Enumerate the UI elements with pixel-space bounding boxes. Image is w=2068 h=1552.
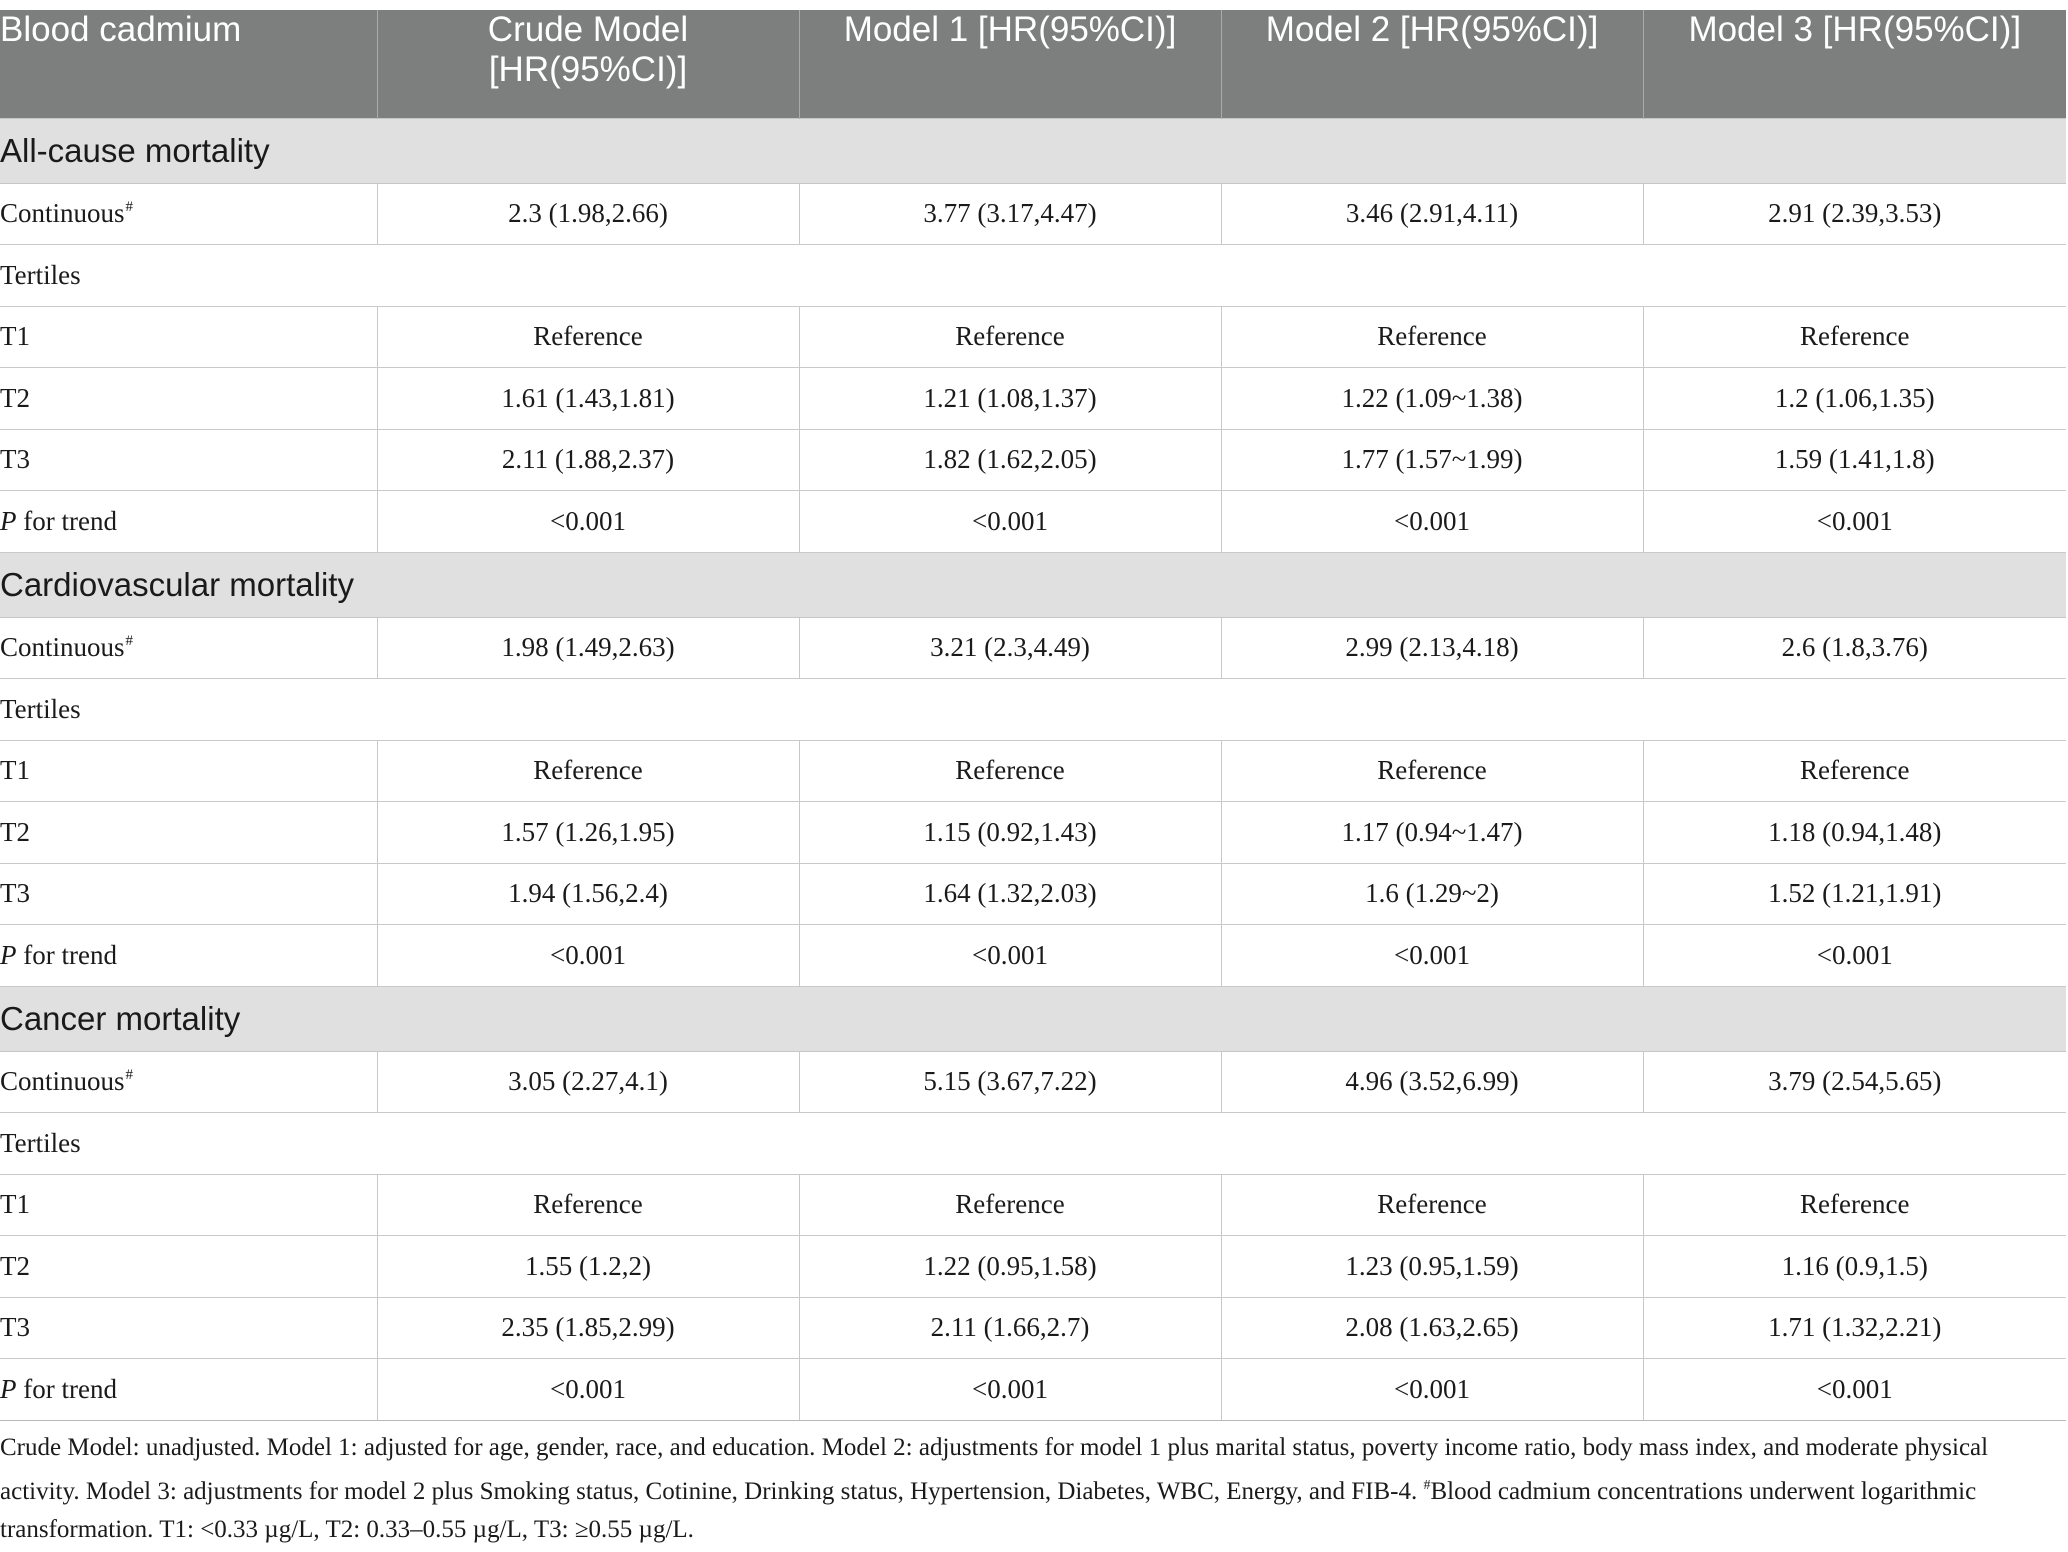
row-label-continuous [0, 617, 377, 679]
row-label-text: Continuous [0, 198, 125, 229]
table-cell: <0.001 [1221, 925, 1643, 987]
table-cell: 1.64 (1.32,2.03) [799, 863, 1221, 925]
header-blood-cadmium: Blood cadmium [0, 10, 377, 118]
table-cell: <0.001 [1221, 1359, 1643, 1421]
row-label-p-trend [0, 925, 377, 987]
header-model-2: Model 2 [HR(95%CI)] [1221, 10, 1643, 118]
table-cell: 1.6 (1.29~2) [1221, 863, 1643, 925]
table-row [0, 1236, 2066, 1298]
table-row [0, 802, 2066, 864]
row-label-tertile: T3 [0, 1297, 377, 1359]
table-cell: Reference [1643, 1174, 2066, 1236]
table-cell: 2.35 (1.85,2.99) [377, 1297, 799, 1359]
table-row [0, 925, 2066, 987]
row-label-continuous [0, 183, 377, 245]
table-cell: <0.001 [799, 925, 1221, 987]
table-cell: Reference [377, 1174, 799, 1236]
table-cell: 1.2 (1.06,1.35) [1643, 368, 2066, 430]
row-label-tertile: T2 [0, 802, 377, 864]
row-label-tertiles: Tertiles [0, 1113, 2066, 1175]
table-row [0, 863, 2066, 925]
table-cell: <0.001 [799, 491, 1221, 553]
section-row [0, 118, 2066, 183]
table-cell: 1.22 (0.95,1.58) [799, 1236, 1221, 1298]
row-label-tertile: T2 [0, 368, 377, 430]
table-cell: 1.22 (1.09~1.38) [1221, 368, 1643, 430]
log-transform-marker: # [125, 199, 134, 216]
table-row [0, 183, 2066, 245]
row-label-tertile: T1 [0, 306, 377, 368]
header-row [0, 10, 2066, 118]
row-label-tertile: T2 [0, 1236, 377, 1298]
table-cell: Reference [799, 1174, 1221, 1236]
table-row [0, 1297, 2066, 1359]
row-label-tertiles: Tertiles [0, 245, 2066, 307]
table-row [0, 306, 2066, 368]
results-table [0, 10, 2066, 1421]
table-cell: Reference [1221, 740, 1643, 802]
table-cell: 3.79 (2.54,5.65) [1643, 1051, 2066, 1113]
table-cell: 1.94 (1.56,2.4) [377, 863, 799, 925]
table-row [0, 1359, 2066, 1421]
table-cell: 1.77 (1.57~1.99) [1221, 429, 1643, 491]
table-cell: 1.59 (1.41,1.8) [1643, 429, 2066, 491]
header-crude-model [377, 10, 799, 118]
table-cell: 1.52 (1.21,1.91) [1643, 863, 2066, 925]
header-crude-model-line2: [HR(95%CI)] [488, 50, 688, 89]
table-cell: 1.16 (0.9,1.5) [1643, 1236, 2066, 1298]
row-label-tertiles: Tertiles [0, 679, 2066, 741]
section-title: All-cause mortality [0, 118, 2066, 183]
table-cell: 1.98 (1.49,2.63) [377, 617, 799, 679]
section-row [0, 552, 2066, 617]
table-cell: 4.96 (3.52,6.99) [1221, 1051, 1643, 1113]
row-label-tertile: T1 [0, 740, 377, 802]
table-row [0, 740, 2066, 802]
table-row [0, 1051, 2066, 1113]
p-italic: P [0, 1373, 17, 1404]
table-cell: 1.23 (0.95,1.59) [1221, 1236, 1643, 1298]
table-row [0, 617, 2066, 679]
table-cell: Reference [799, 306, 1221, 368]
p-trend-text: for trend [16, 505, 117, 536]
table-cell: 2.99 (2.13,4.18) [1221, 617, 1643, 679]
table-cell: 2.08 (1.63,2.65) [1221, 1297, 1643, 1359]
table-row [0, 429, 2066, 491]
row-label-text: Continuous [0, 1066, 125, 1097]
table-cell: Reference [1221, 306, 1643, 368]
table-cell: 5.15 (3.67,7.22) [799, 1051, 1221, 1113]
table-cell: <0.001 [377, 1359, 799, 1421]
table-cell: 1.15 (0.92,1.43) [799, 802, 1221, 864]
p-trend-text: for trend [16, 1373, 117, 1404]
row-label-tertile: T1 [0, 1174, 377, 1236]
row-label-text: Continuous [0, 632, 125, 663]
table-cell: <0.001 [1643, 491, 2066, 553]
row-label-p-trend [0, 1359, 377, 1421]
table-body [0, 118, 2066, 1420]
table-cell: Reference [377, 306, 799, 368]
table-cell: 2.11 (1.66,2.7) [799, 1297, 1221, 1359]
table-cell: 3.05 (2.27,4.1) [377, 1051, 799, 1113]
table-cell: 3.21 (2.3,4.49) [799, 617, 1221, 679]
section-title: Cancer mortality [0, 986, 2066, 1051]
footnote-text-before: Crude Model: unadjusted. Model 1: adjusted for age, gender, race, and education. Model 2: adjustments for model 1 plus marital status, poverty income ratio, body mass index, and moderate physical activity. Model 3: adjustments for model 2 plus Smoking status, Cotinine, Drinking status, Hypertension, Diabetes, WBC, Energy, and FIB-4. [0, 1434, 1989, 1505]
table-row [0, 245, 2066, 307]
header-model-1: Model 1 [HR(95%CI)] [799, 10, 1221, 118]
table-cell: <0.001 [799, 1359, 1221, 1421]
row-label-continuous [0, 1051, 377, 1113]
p-italic: P [0, 505, 17, 536]
table-cell: 1.21 (1.08,1.37) [799, 368, 1221, 430]
table-cell: 2.91 (2.39,3.53) [1643, 183, 2066, 245]
table-cell: 1.57 (1.26,1.95) [377, 802, 799, 864]
table-cell: 1.71 (1.32,2.21) [1643, 1297, 2066, 1359]
row-label-p-trend [0, 491, 377, 553]
section-title: Cardiovascular mortality [0, 552, 2066, 617]
table-cell: 2.11 (1.88,2.37) [377, 429, 799, 491]
footnote-marker: # [1423, 1478, 1431, 1493]
table-cell: 2.3 (1.98,2.66) [377, 183, 799, 245]
table-cell: Reference [1221, 1174, 1643, 1236]
table-cell: Reference [799, 740, 1221, 802]
table-row [0, 1174, 2066, 1236]
p-trend-text: for trend [16, 939, 117, 970]
table-cell: 2.6 (1.8,3.76) [1643, 617, 2066, 679]
table-cell: 1.17 (0.94~1.47) [1221, 802, 1643, 864]
table-cell: Reference [1643, 740, 2066, 802]
table-cell: 1.61 (1.43,1.81) [377, 368, 799, 430]
row-label-tertile: T3 [0, 863, 377, 925]
header-model-3: Model 3 [HR(95%CI)] [1643, 10, 2066, 118]
footnote-text-after: Blood cadmium concentrations underwent logarithmic transformation. T1: <0.33 µg/L, T2: 0.33–0.55 µg/L, T3: ≥0.55 µg/L. [0, 1478, 1977, 1543]
table-cell: 1.55 (1.2,2) [377, 1236, 799, 1298]
section-row [0, 986, 2066, 1051]
table-cell: <0.001 [1221, 491, 1643, 553]
table-row [0, 679, 2066, 741]
table-cell: <0.001 [1643, 1359, 2066, 1421]
table-cell: 1.18 (0.94,1.48) [1643, 802, 2066, 864]
table-cell: <0.001 [377, 925, 799, 987]
table-row [0, 1113, 2066, 1175]
table-cell: Reference [1643, 306, 2066, 368]
table-cell: 1.82 (1.62,2.05) [799, 429, 1221, 491]
row-label-tertile: T3 [0, 429, 377, 491]
table-row [0, 491, 2066, 553]
log-transform-marker: # [125, 633, 134, 650]
table-row [0, 368, 2066, 430]
table-cell: 3.46 (2.91,4.11) [1221, 183, 1643, 245]
table-cell: Reference [377, 740, 799, 802]
table-cell: <0.001 [377, 491, 799, 553]
p-italic: P [0, 939, 17, 970]
log-transform-marker: # [125, 1067, 134, 1084]
table-cell: <0.001 [1643, 925, 2066, 987]
table-cell: 3.77 (3.17,4.47) [799, 183, 1221, 245]
header-crude-model-line1: Crude Model [487, 10, 689, 49]
table-footnote [0, 1429, 2062, 1549]
